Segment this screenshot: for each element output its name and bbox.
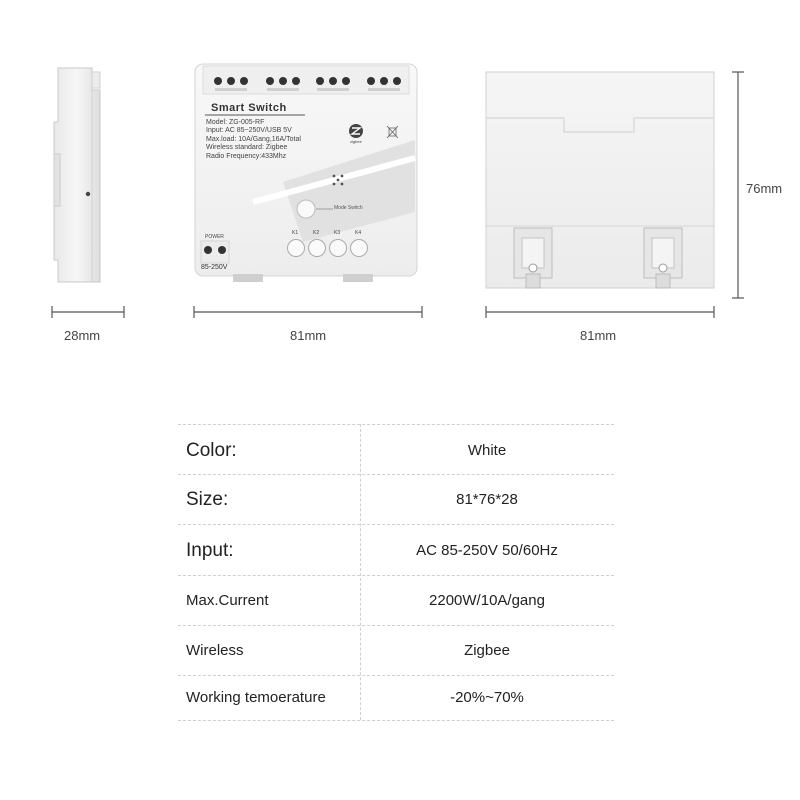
spec-label-working-temperature: Working temoerature: [186, 689, 326, 706]
spec-label-max-current: Max.Current: [186, 592, 269, 609]
device-side-view: [40, 60, 120, 300]
device-label-block: [206, 119, 301, 161]
button-label-k4: K4: [355, 230, 362, 236]
device-input: Input: AC 85~250V/USB 5V: [206, 127, 292, 135]
mode-switch-label: Mode Switch: [334, 205, 363, 211]
spec-row-size: [178, 476, 614, 524]
height-label: 76mm: [746, 181, 783, 196]
zigbee-logo-text: zigbee: [350, 139, 362, 144]
button-label-k3: K3: [334, 230, 341, 236]
spec-label-color: Color:: [186, 440, 237, 461]
side-width-label: 28mm: [64, 328, 101, 343]
device-front-view: [193, 62, 419, 286]
weee-bin-icon: [387, 126, 398, 138]
device-model: Model: ZG-005-RF: [206, 119, 265, 126]
spec-value-max-current: 2200W/10A/gang: [429, 592, 545, 609]
spec-label-size: Size:: [186, 489, 229, 510]
spec-row-working-temperature: [178, 674, 614, 722]
spec-row-input: [178, 527, 614, 575]
device-max-load: Max.load: 10A/Gang,16A/Total: [206, 135, 301, 143]
spec-label-wireless: Wireless: [186, 642, 244, 659]
device-radio-frequency: Radio Frequency:433Mhz: [206, 152, 287, 160]
button-label-k1: K1: [292, 230, 299, 236]
device-title: Smart Switch: [211, 102, 287, 114]
front-width-label: 81mm: [290, 328, 327, 343]
back-width-label: 81mm: [580, 328, 617, 343]
spec-value-input: AC 85-250V 50/60Hz: [416, 542, 558, 559]
device-wireless-standard: Wireless standard: Zigbee: [206, 144, 288, 152]
button-label-k2: K2: [313, 230, 320, 236]
spec-label-input: Input:: [186, 540, 234, 561]
spec-value-size: 81*76*28: [456, 491, 518, 508]
spec-row-color: [178, 427, 614, 475]
height-dimension-line: [728, 68, 748, 302]
front-width-dimension-line: [190, 302, 426, 322]
spec-value-working-temperature: -20%~70%: [450, 689, 524, 706]
spec-row-wireless: [178, 627, 614, 675]
back-width-dimension-line: [482, 302, 718, 322]
power-voltage-label: 85-250V: [201, 264, 228, 271]
device-back-view: [484, 68, 716, 296]
power-label: POWER: [205, 234, 224, 240]
spec-row-max-current: [178, 577, 614, 625]
spec-value-wireless: Zigbee: [464, 642, 510, 659]
spec-value-color: White: [467, 442, 507, 459]
device-front-housing: [193, 62, 419, 286]
side-width-dimension-line: [48, 302, 128, 322]
